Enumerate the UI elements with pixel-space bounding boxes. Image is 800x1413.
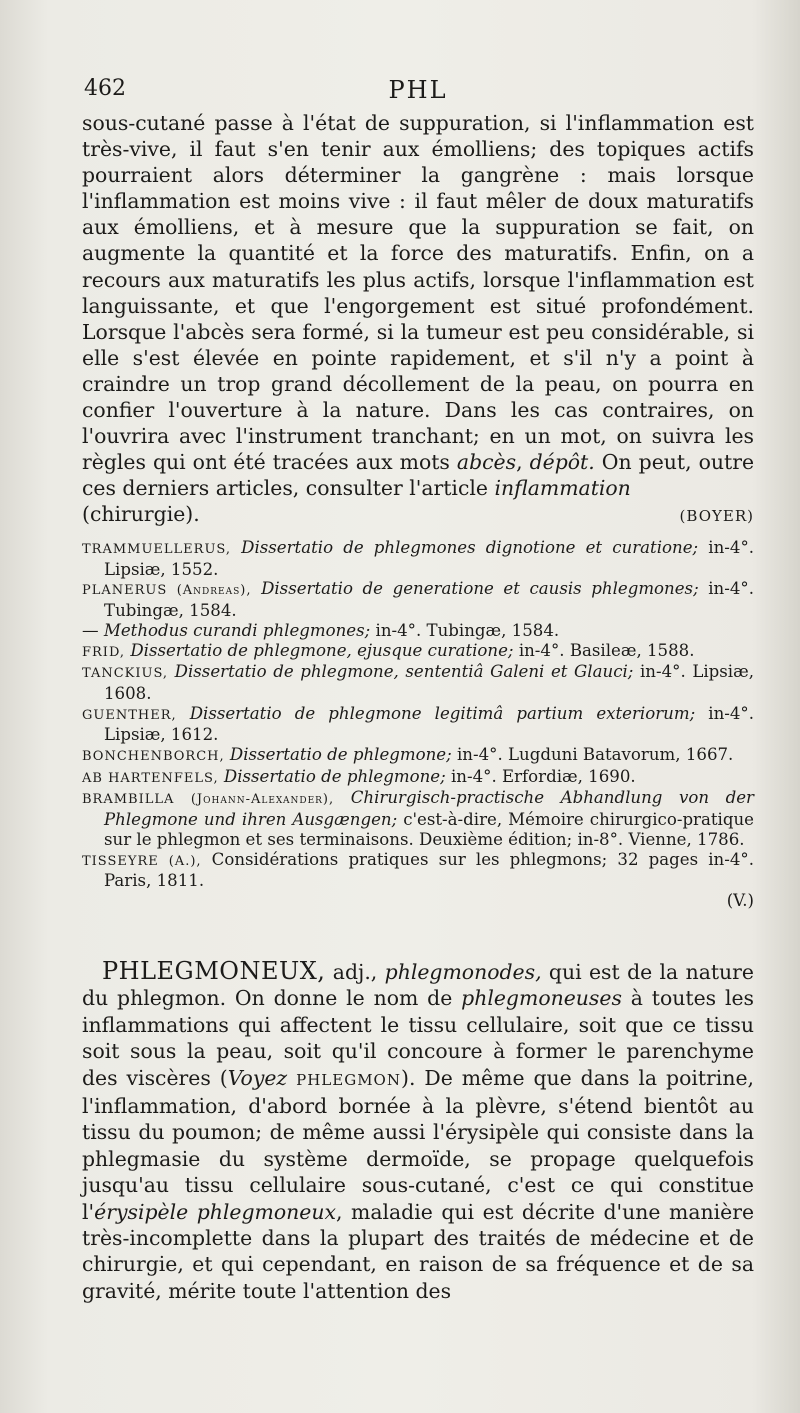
bibliography-entry: GUENTHER, Dissertatio de phlegmone legitimâ partium exteriorum; in-4°. Lipsiæ, 1612. [82,703,754,745]
bibliography-entry: BONCHENBORCH, Dissertatio de phlegmone; in-4°. Lugduni Batavorum, 1667. [82,745,734,765]
running-head: PHL [388,76,448,104]
bibliography-entry: TRAMMUELLERUS, Dissertatio de phlegmones dignotione et curatione; in-4°. Lipsiæ, 1552. [82,538,755,579]
bibliography [82,538,754,911]
main-text-block [82,110,754,530]
dictionary-article [82,958,754,1304]
bibliography-entry: PLANERUS (Andreas), Dissertatio de generatione et causis phlegmones; in-4°. Tubingæ, 1584. [82,579,754,621]
article-paragraph: PHLEGMONEUX, adj., phlegmonodes, qui est de la nature du phlegmon. On donne le nom de phlegmoneuses à toutes les inflammations qui affectent le tissu cellulaire, soit que ce tissu soit sous la peau, soit qu'il concoure à former le parenchyme des viscères (Voyez PHLEGMON). De même que dans la poitrine, l'inflammation, d'abord bornée à la plèvre, s'étend bientôt au tissu du poumon; de même aussi l'érysipèle qui consiste dans la phlegmasie du système dermoïde, se propage quelquefois jusqu'au tissu cellulaire sous-cutané, c'est ce qui constitue l'érysipèle phlegmoneux, maladie qui est décrite d'une manière très-incomplette dans la plupart des traités de médecine et de chirurgie, et qui cependant, en raison de sa fréquence et de sa gravité, mérite toute l'attention des [82,957,755,1303]
bibliography-entry: TISSEYRE (A.), Considérations pratiques sur les phlegmons; 32 pages in-4°. Paris, 1811. [82,849,754,891]
bibliography-entry: AB HARTENFELS, Dissertatio de phlegmone; in-4°. Erfordiæ, 1690. [82,766,636,786]
page-header [84,76,752,112]
italic-term: inflammation [494,476,631,501]
italic-term: dépôt. [529,450,595,475]
cross-reference: PHLEGMON [296,1070,401,1089]
bibliography-entry: — Methodus curandi phlegmones; in-4°. Tubingæ, 1584. [82,620,560,640]
bibliography-entry: BRAMBILLA (Johann-Alexander), Chirurgisch-practische Abhandlung von der Phlegmone und ihren Ausgængen; c'est-à-dire, Mémoire chirurgico-pratique sur le phlegmon et ses terminaisons. Deuxième édition; in-8°. Vienne, 1786. [82,788,754,849]
body-paragraph: sous-cutané passe à l'état de suppuration, si l'inflammation est très-vive, il faut s'en tenir aux émolliens; des topiques actifs pourraient alors déterminer la gangrène : mais lorsque l'inflammation est moins vive : il faut mêler de doux maturatifs aux émolliens, et à mesure que la suppuration se fait, on augmente la quantité et la force des maturatifs. Enfin, on a recours aux maturatifs les plus actifs, lorsque l'inflammation est languissante, et que l'engorgement est situé profondément. Lorsque l'abcès sera formé, si la tumeur est peu considérable, si elle s'est élevée en pointe rapidement, et s'il n'y a point à craindre un trop grand décollement de la peau, on pourra en confier l'ouverture à la nature. Dans les cas contraires, on l'ouvrira avec l'instrument tranchant; en un mot, on suivra les règles qui ont été tracées aux mots abcès, dépôt. On peut, outre ces derniers articles, consulter l'article inflammation [82,111,755,501]
signature-line: (chirurgie). (BOYER) [82,501,754,529]
italic-term: abcès [456,450,517,475]
bibliography-entry: FRID, Dissertatio de phlegmone, ejusque curatione; in-4°. Basileæ, 1588. [82,640,695,660]
author-signature: (BOYER) [679,507,754,526]
bibliography-signature: (V.) [726,890,754,910]
headword: PHLEGMONEUX, [102,957,326,985]
bibliography-signature-row [82,891,754,911]
page-number: 462 [84,76,126,101]
bibliography-entry: TANCKIUS, Dissertatio de phlegmone, sententiâ Galeni et Glauci; in-4°. Lipsiæ, 1608. [82,662,754,703]
